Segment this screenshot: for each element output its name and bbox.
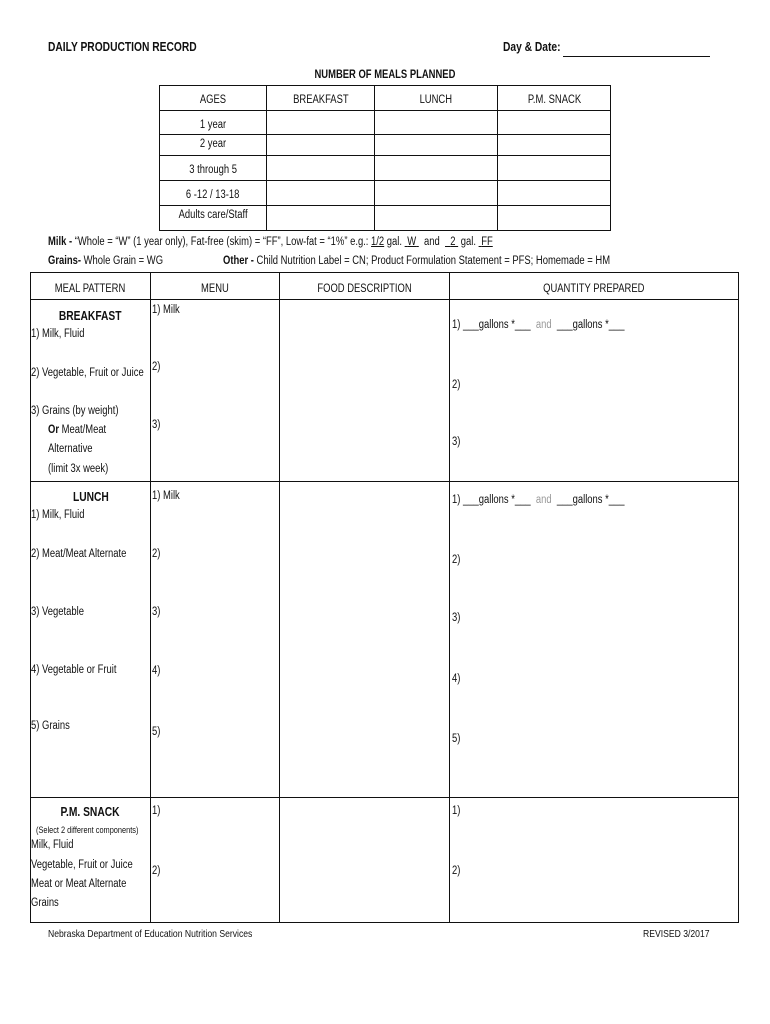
- lunch-quantity-milk[interactable]: 1) ___gallons *___ and ___gallons *___: [452, 494, 625, 506]
- breakfast-alternative: Alternative: [48, 443, 93, 455]
- breakfast-or-meat: Or Meat/Meat: [48, 424, 107, 436]
- age-row: 1 year: [199, 119, 227, 131]
- breakfast-limit: (limit 3x week): [48, 463, 109, 475]
- day-date-label: Day & Date:: [503, 40, 561, 54]
- col-meal-pattern: MEAL PATTERN: [55, 283, 126, 295]
- col-ages: AGES: [199, 94, 227, 106]
- snack-menu-item[interactable]: 2): [152, 865, 161, 877]
- snack-menu-item[interactable]: 1): [152, 805, 161, 817]
- age-row: 3 through 5: [189, 164, 237, 176]
- snack-item: Milk, Fluid: [31, 839, 74, 851]
- lunch-quantity[interactable]: 4): [452, 673, 461, 685]
- lunch-quantity[interactable]: 5): [452, 733, 461, 745]
- lunch-item: 1) Milk, Fluid: [31, 509, 85, 521]
- age-row: 2 year: [199, 138, 227, 150]
- lunch-item: 5) Grains: [31, 720, 70, 732]
- lunch-item: 3) Vegetable: [31, 606, 84, 618]
- lunch-menu-item[interactable]: 3): [152, 606, 161, 618]
- breakfast-menu-item[interactable]: 2): [152, 361, 161, 373]
- snack-note: (Select 2 different components): [36, 825, 139, 835]
- snack-item: Vegetable, Fruit or Juice: [31, 859, 133, 871]
- age-row: Adults care/Staff: [178, 209, 248, 221]
- breakfast-item: 3) Grains (by weight): [31, 405, 119, 417]
- snack-item: Grains: [31, 897, 59, 909]
- col-lunch: LUNCH: [419, 94, 453, 106]
- lunch-menu-item[interactable]: 5): [152, 726, 161, 738]
- breakfast-item: 1) Milk, Fluid: [31, 328, 85, 340]
- meals-planned-title: NUMBER OF MEALS PLANNED: [314, 69, 456, 81]
- col-pm-snack: P.M. SNACK: [527, 94, 581, 106]
- snack-quantity[interactable]: 2): [452, 865, 461, 877]
- lunch-menu-item[interactable]: 1) Milk: [152, 490, 180, 502]
- breakfast-quantity-milk[interactable]: 1) ___gallons *___ and ___gallons *___: [452, 319, 625, 331]
- lunch-quantity[interactable]: 2): [452, 554, 461, 566]
- breakfast-menu-item[interactable]: 3): [152, 419, 161, 431]
- col-menu: MENU: [201, 283, 229, 295]
- lunch-heading: LUNCH: [72, 490, 109, 504]
- page-title: DAILY PRODUCTION RECORD: [48, 40, 197, 54]
- footer-agency: Nebraska Department of Education Nutrition Services: [48, 928, 253, 940]
- lunch-quantity[interactable]: 3): [452, 612, 461, 624]
- grains-legend: Grains- Whole Grain = WG: [48, 255, 164, 267]
- footer-revised: REVISED 3/2017: [643, 928, 710, 940]
- snack-quantity[interactable]: 1): [452, 805, 461, 817]
- other-legend: Other - Child Nutrition Label = CN; Product Formulation Statement = PFS; Homemade = HM: [223, 255, 611, 267]
- col-quantity-prepared: QUANTITY PREPARED: [543, 283, 645, 295]
- lunch-menu-item[interactable]: 4): [152, 665, 161, 677]
- lunch-item: 2) Meat/Meat Alternate: [31, 548, 127, 560]
- breakfast-heading: BREAKFAST: [59, 309, 122, 323]
- lunch-menu-item[interactable]: 2): [152, 548, 161, 560]
- breakfast-item: 2) Vegetable, Fruit or Juice: [31, 367, 144, 379]
- snack-item: Meat or Meat Alternate: [31, 878, 127, 890]
- snack-heading: P.M. SNACK: [60, 805, 121, 819]
- breakfast-quantity[interactable]: 2): [452, 379, 461, 391]
- day-date-field[interactable]: [563, 56, 710, 57]
- breakfast-quantity[interactable]: 3): [452, 436, 461, 448]
- milk-legend: Milk - “Whole = “W” (1 year only), Fat-free (skim) = “FF”, Low-fat = “1%” e.g.: 1/2 gal. W and 2 gal. FF: [48, 236, 493, 248]
- col-food-description: FOOD DESCRIPTION: [317, 283, 412, 295]
- breakfast-menu-item[interactable]: 1) Milk: [152, 304, 180, 316]
- age-row: 6 -12 / 13-18: [186, 189, 240, 201]
- col-breakfast: BREAKFAST: [292, 94, 349, 106]
- lunch-item: 4) Vegetable or Fruit: [31, 664, 117, 676]
